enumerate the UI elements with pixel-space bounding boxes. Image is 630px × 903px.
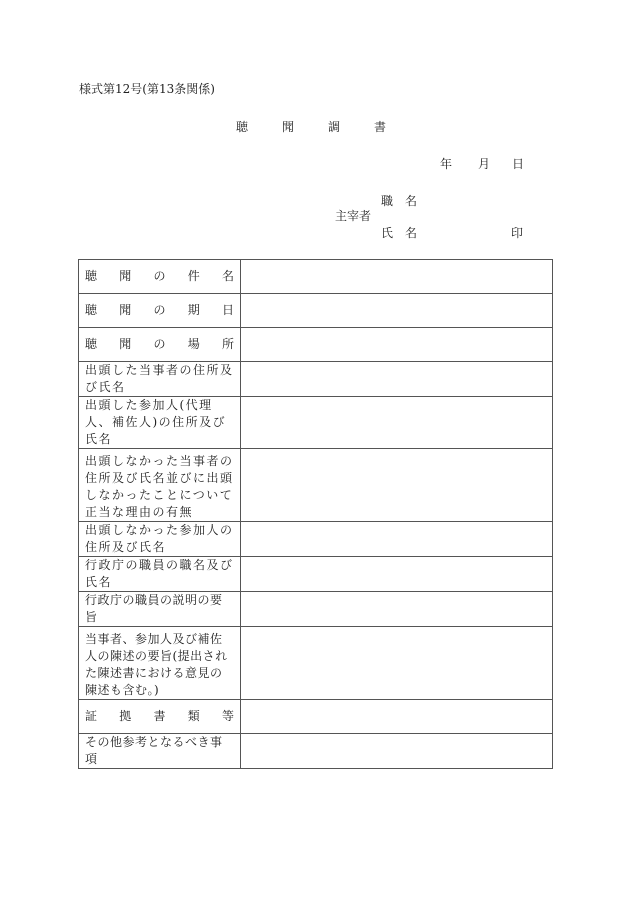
title-char: 聞 <box>282 120 295 134</box>
label-text: 出頭した参加人(代理人、補佐人)の住所及び氏名 <box>85 398 227 446</box>
attending-participant-field[interactable] <box>241 397 553 449</box>
seal-mark: 印 <box>511 226 524 240</box>
hearing-record-table <box>78 259 553 769</box>
row-label <box>79 592 241 627</box>
hearing-place-field[interactable] <box>241 328 553 362</box>
row-label <box>79 700 241 734</box>
label-char: 聴 <box>85 269 98 283</box>
table-row-agency-staff <box>79 557 553 592</box>
row-label <box>79 522 241 557</box>
label-char: 聞 <box>119 269 132 283</box>
name-label <box>381 224 417 241</box>
hearing-subject-field[interactable] <box>241 260 553 294</box>
attending-party-field[interactable] <box>241 362 553 397</box>
evidence-field[interactable] <box>241 700 553 734</box>
label-char: 類 <box>187 709 200 723</box>
agency-staff-field[interactable] <box>241 557 553 592</box>
label-char: 聞 <box>119 337 132 351</box>
label-text: その他参考となるべき事項 <box>85 735 223 766</box>
label-text: 出頭しなかった参加人の住所及び氏名 <box>85 523 234 554</box>
hearing-date-field[interactable] <box>241 294 553 328</box>
position-char: 職 <box>381 194 394 208</box>
row-label <box>79 397 241 449</box>
title-char: 聴 <box>236 120 249 134</box>
label-text: 出頭した当事者の住所及び氏名 <box>85 363 234 394</box>
row-label <box>79 328 241 362</box>
label-text: 当事者、参加人及び補佐人の陳述の要旨(提出された陳述書における意見の陳述も含む。) <box>85 632 228 697</box>
row-label <box>79 260 241 294</box>
label-char: 拠 <box>119 709 132 723</box>
row-label <box>79 449 241 522</box>
title-char: 書 <box>374 120 387 134</box>
label-char: の <box>153 269 166 283</box>
presider-label: 主宰者 <box>335 209 372 223</box>
table-row-hearing-date <box>79 294 553 328</box>
label-char: 日 <box>221 303 234 317</box>
label-char: 聴 <box>85 303 98 317</box>
table-row-agency-explanation <box>79 592 553 627</box>
name-char: 氏 <box>381 226 394 240</box>
label-char: 証 <box>85 709 98 723</box>
absent-party-field[interactable] <box>241 449 553 522</box>
date-month-label: 月 <box>478 157 491 171</box>
label-char: 書 <box>153 709 166 723</box>
other-notes-field[interactable] <box>241 734 553 769</box>
label-text: 行政庁の職員の職名及び氏名 <box>85 558 234 589</box>
row-label <box>79 734 241 769</box>
position-label <box>381 192 417 209</box>
row-label <box>79 294 241 328</box>
label-text: 行政庁の職員の説明の要旨 <box>85 593 223 624</box>
label-char: の <box>153 303 166 317</box>
label-char: の <box>153 337 166 351</box>
row-label <box>79 362 241 397</box>
table-row-attending-participant <box>79 397 553 449</box>
label-char: 場 <box>187 337 200 351</box>
form-number: 様式第12号(第13条関係) <box>79 82 215 96</box>
table-row-attending-party <box>79 362 553 397</box>
table-row-absent-participant <box>79 522 553 557</box>
title-char: 調 <box>328 120 341 134</box>
statement-summary-field[interactable] <box>241 627 553 700</box>
label-char: 件 <box>187 269 200 283</box>
document-title <box>236 118 420 135</box>
table-row-hearing-place <box>79 328 553 362</box>
label-char: 期 <box>187 303 200 317</box>
agency-explanation-field[interactable] <box>241 592 553 627</box>
row-label <box>79 627 241 700</box>
absent-participant-field[interactable] <box>241 522 553 557</box>
date-year-label: 年 <box>440 157 453 171</box>
position-char: 名 <box>405 194 418 208</box>
label-char: 名 <box>221 269 234 283</box>
label-char: 聴 <box>85 337 98 351</box>
label-char: 聞 <box>119 303 132 317</box>
label-text: 出頭しなかった当事者の住所及び氏名並びに出頭しなかったことについて正当な理由の有無 <box>85 454 234 519</box>
date-day-label: 日 <box>512 157 525 171</box>
label-char: 等 <box>221 709 234 723</box>
table-row-statement-summary <box>79 627 553 700</box>
table-row-evidence <box>79 700 553 734</box>
table-row-other-notes <box>79 734 553 769</box>
table-row-absent-party <box>79 449 553 522</box>
row-label <box>79 557 241 592</box>
table-row-hearing-subject <box>79 260 553 294</box>
label-char: 所 <box>221 337 234 351</box>
name-char: 名 <box>405 226 418 240</box>
